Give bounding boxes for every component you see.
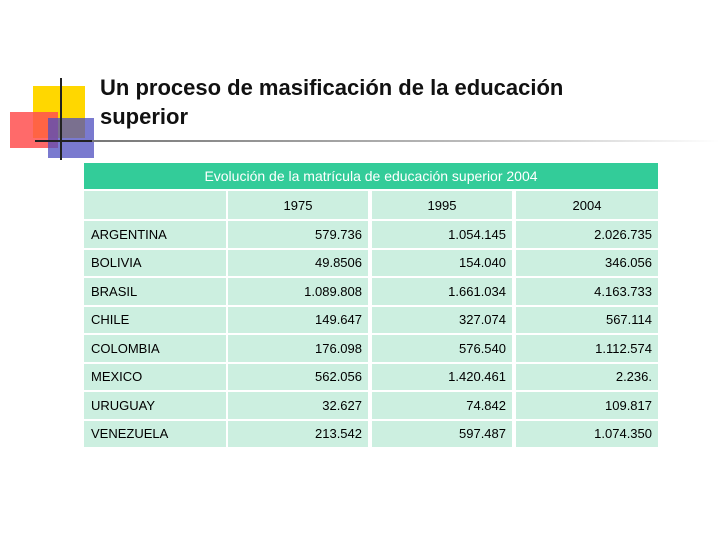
vertical-line-decoration (60, 78, 62, 160)
value-cell: 562.056 (228, 364, 368, 391)
table-row (84, 250, 658, 277)
value-cell: 149.647 (228, 307, 368, 334)
table-row (84, 278, 658, 305)
value-cell: 579.736 (228, 221, 368, 248)
header-cell-1975: 1975 (228, 191, 368, 219)
value-cell: 1.089.808 (228, 278, 368, 305)
country-cell: CHILE (84, 307, 226, 334)
value-cell: 2.026.735 (516, 221, 658, 248)
value-cell: 213.542 (228, 421, 368, 448)
value-cell: 1.112.574 (516, 335, 658, 362)
enrollment-table (84, 163, 658, 447)
value-cell: 176.098 (228, 335, 368, 362)
country-cell: ARGENTINA (84, 221, 226, 248)
table-row (84, 364, 658, 391)
title-underline-rule (92, 140, 720, 142)
country-cell: VENEZUELA (84, 421, 226, 448)
table-caption: Evolución de la matrícula de educación superior 2004 (84, 163, 658, 189)
table-row (84, 392, 658, 419)
value-cell: 567.114 (516, 307, 658, 334)
value-cell: 74.842 (372, 392, 512, 419)
header-cell-2004: 2004 (516, 191, 658, 219)
table-row (84, 421, 658, 448)
slide-title (100, 73, 700, 131)
country-cell: MEXICO (84, 364, 226, 391)
value-cell: 346.056 (516, 250, 658, 277)
value-cell: 154.040 (372, 250, 512, 277)
country-cell: BOLIVIA (84, 250, 226, 277)
value-cell: 49.8506 (228, 250, 368, 277)
country-cell: COLOMBIA (84, 335, 226, 362)
value-cell: 327.074 (372, 307, 512, 334)
table-body (84, 221, 658, 447)
value-cell: 1.661.034 (372, 278, 512, 305)
value-cell: 109.817 (516, 392, 658, 419)
value-cell: 1.054.145 (372, 221, 512, 248)
country-cell: URUGUAY (84, 392, 226, 419)
table-row (84, 335, 658, 362)
value-cell: 1.074.350 (516, 421, 658, 448)
value-cell: 4.163.733 (516, 278, 658, 305)
country-cell: BRASIL (84, 278, 226, 305)
value-cell: 32.627 (228, 392, 368, 419)
header-cell-country (84, 191, 226, 219)
table-row (84, 221, 658, 248)
value-cell: 597.487 (372, 421, 512, 448)
value-cell: 1.420.461 (372, 364, 512, 391)
header-cell-1995: 1995 (372, 191, 512, 219)
table-row (84, 307, 658, 334)
value-cell: 576.540 (372, 335, 512, 362)
slide-title-line-1: Un proceso de masificación de la educación (100, 75, 564, 100)
slide-title-line-2: superior (100, 104, 189, 129)
blue-square-decoration (48, 118, 94, 158)
table-header-row (84, 191, 658, 219)
value-cell: 2.236. (516, 364, 658, 391)
